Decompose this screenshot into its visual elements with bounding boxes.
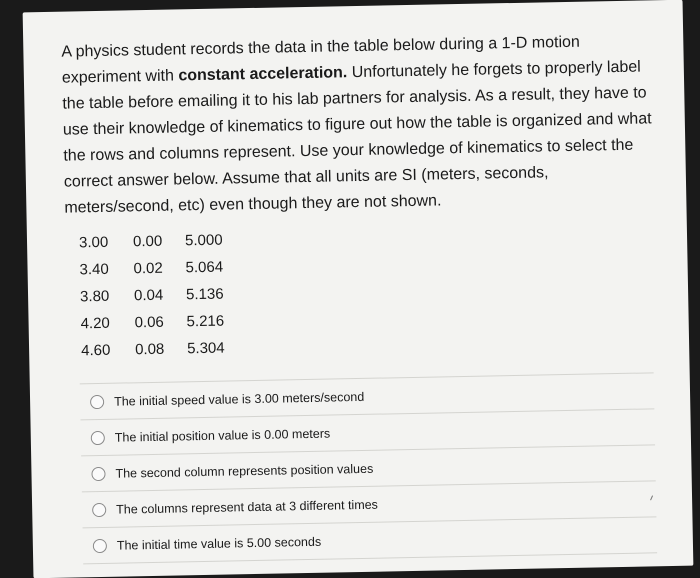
question-text-segment: experiment with [61,67,179,87]
question-line: correct answer below. Assume that all units are SI (meters, seconds, [63,164,549,191]
question-line: the rows and columns represent. Use your knowledge of kinematics to select the [63,136,634,165]
question-text-segment: Unfortunately he forgets to properly label [347,58,641,82]
table-cell: 3.40 [79,260,109,279]
table-cell: 3.80 [79,287,110,306]
table-cell: 4.60 [80,341,111,360]
answer-option-label: The initial position value is 0.00 meters [114,426,331,445]
table-cell: 5.216 [186,312,225,331]
table-cell: 0.00 [132,232,163,251]
answer-option-label: The initial speed value is 3.00 meters/second [113,389,365,409]
table-row [80,307,246,337]
question-line: meters/second, etc) even though they are not shown. [64,192,442,217]
table-cell: 5.000 [184,231,223,250]
table-cell: 5.304 [186,339,225,358]
table-row [80,280,246,310]
question-text [61,28,664,221]
radio-button[interactable] [91,430,105,444]
table-cell: 0.06 [134,313,164,332]
table-row [79,253,245,283]
table-row [79,226,245,256]
table-cell: 4.20 [80,314,110,333]
answer-option-label: The initial time value is 5.00 seconds [116,534,322,553]
table-cell: 0.02 [133,259,163,278]
question-emphasis: constant acceleration. [178,64,348,85]
answer-option-label: The second column represents position values [115,461,374,481]
table-cell: 0.08 [134,340,165,359]
answer-option-label: The columns represent data at 3 different times [116,497,378,517]
table-cell: 5.136 [185,285,224,304]
radio-button[interactable] [93,538,107,552]
table-cell: 5.064 [185,258,224,277]
question-line: A physics student records the data in the table below during a 1-D motion [61,33,580,61]
data-table [79,226,248,364]
question-line: use their knowledge of kinematics to figure out how the table is organized and what [62,110,652,139]
question-card [23,0,694,578]
question-line: the table before emailing it to his lab partners for analysis. As a result, they have to [62,84,647,113]
radio-button[interactable] [90,394,104,408]
stray-mark [650,495,653,500]
table-cell: 3.00 [78,233,109,252]
radio-button[interactable] [92,502,106,516]
answer-options [80,372,657,564]
table-row [81,334,247,364]
table-cell: 0.04 [133,286,164,305]
radio-button[interactable] [91,466,105,480]
